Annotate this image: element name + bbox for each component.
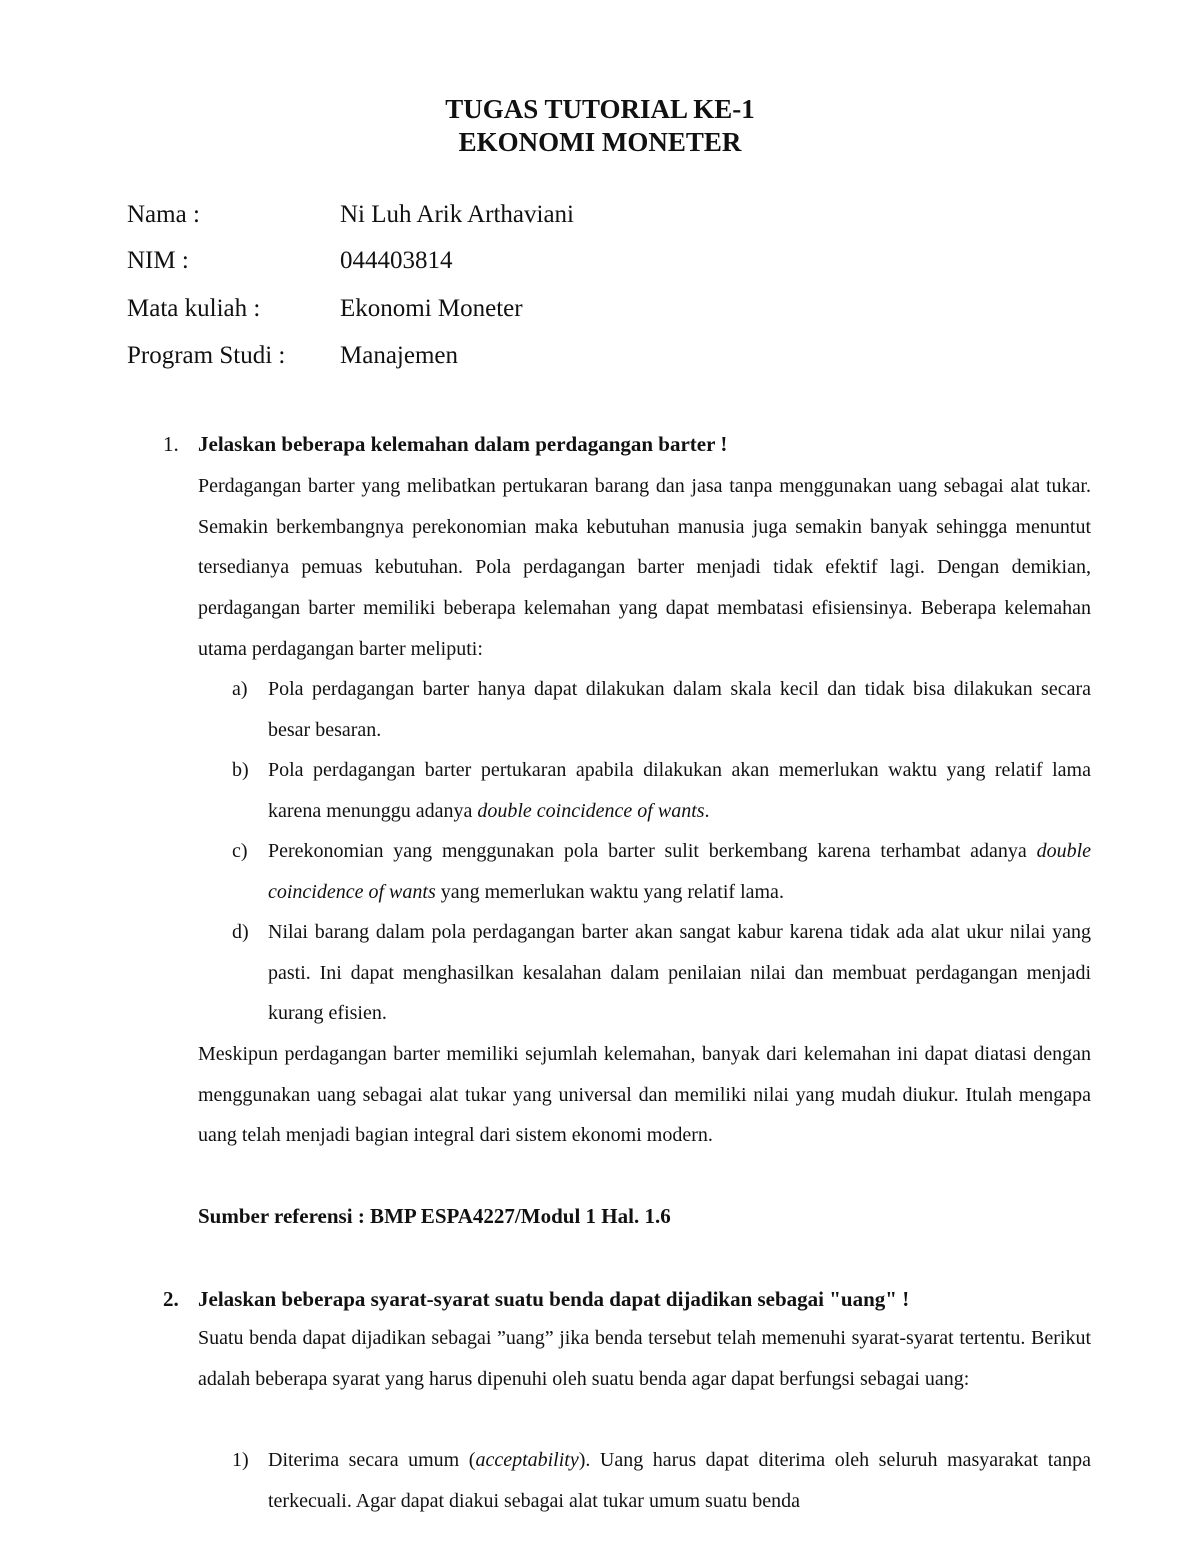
title-line-1: TUGAS TUTORIAL KE-1: [445, 94, 755, 124]
question-2-number: 2.: [163, 1287, 179, 1311]
list-item-c: Perekonomian yang menggunakan pola barter sulit berkembang karena terhambat adanya double coincidence of wants yang memerlukan waktu yang relatif lama.: [268, 840, 1091, 903]
italic-term: double coincidence of wants: [268, 840, 1091, 903]
list-item-d: Nilai barang dalam pola perdagangan barter akan sangat kabur karena tidak ada alat ukur nilai yang pasti. Ini dapat menghasilkan kesalahan dalam penilaian nilai dan membuat perdagangan menjadi kurang efisien.: [268, 921, 1091, 1025]
info-value-program-studi: Manajemen: [340, 342, 459, 369]
italic-term: double coincidence of wants: [477, 799, 705, 822]
info-label-mata-kuliah: Mata kuliah :: [127, 295, 261, 322]
question-1-conclusion: Meskipun perdagangan barter memiliki sejumlah kelemahan, banyak dari kelemahan ini dapat diatasi dengan menggunakan uang sebagai alat tukar yang universal dan memiliki nilai yang mudah diukur. Itulah mengapa uang telah menjadi bagian integral dari sistem ekonomi modern.: [198, 1043, 1091, 1147]
reference-line: Sumber referensi : BMP ESPA4227/Modul 1 Hal. 1.6: [198, 1204, 671, 1228]
question-1-intro: Perdagangan barter yang melibatkan pertukaran barang dan jasa tanpa menggunakan uang sebagai alat tukar. Semakin berkembangnya perekonomian maka kebutuhan manusia juga semakin banyak sehingga menuntut tersedianya pemuas kebutuhan. Pola perdagangan barter menjadi tidak efektif lagi. Dengan demikian, perdagangan barter memiliki beberapa kelemahan yang dapat membatasi efisiensinya. Beberapa kelemahan utama perdagangan barter meliputi:: [198, 475, 1091, 660]
list-marker-d: d): [232, 921, 249, 943]
info-value-nama: Ni Luh Arik Arthaviani: [340, 201, 574, 228]
italic-term: acceptability: [475, 1449, 579, 1471]
question-2-intro: Suatu benda dapat dijadikan sebagai ”uang” jika benda tersebut telah memenuhi syarat-syarat tertentu. Berikut adalah beberapa syarat yang harus dipenuhi oleh suatu benda agar dapat berfungsi sebagai uang:: [198, 1327, 1091, 1390]
info-value-nim: 044403814: [340, 247, 453, 274]
list-marker-c: c): [232, 840, 248, 862]
info-label-nama: Nama :: [127, 201, 200, 228]
list-item-b: Pola perdagangan barter pertukaran apabila dilakukan akan memerlukan waktu yang relatif lama karena menunggu adanya double coincidence of wants.: [268, 759, 1091, 822]
info-label-nim: NIM :: [127, 247, 189, 274]
list-item-1: Diterima secara umum (acceptability). Uang harus dapat diterima oleh seluruh masyarakat tanpa terkecuali. Agar dapat diakui sebagai alat tukar umum suatu benda: [268, 1449, 1092, 1512]
question-1-text: Jelaskan beberapa kelemahan dalam perdagangan barter !: [198, 432, 728, 456]
info-value-mata-kuliah: Ekonomi Moneter: [340, 295, 523, 322]
list-marker-a: a): [232, 678, 248, 700]
list-marker-b: b): [232, 759, 249, 781]
info-label-program-studi: Program Studi :: [127, 342, 286, 369]
question-2-text: Jelaskan beberapa syarat-syarat suatu benda dapat dijadikan sebagai "uang" !: [198, 1287, 910, 1311]
title-line-2: EKONOMI MONETER: [458, 127, 742, 157]
list-marker-1: 1): [232, 1449, 249, 1471]
list-item-a: Pola perdagangan barter hanya dapat dilakukan dalam skala kecil dan tidak bisa dilakukan secara besar besaran.: [268, 678, 1091, 741]
question-1-number: 1.: [163, 432, 179, 456]
